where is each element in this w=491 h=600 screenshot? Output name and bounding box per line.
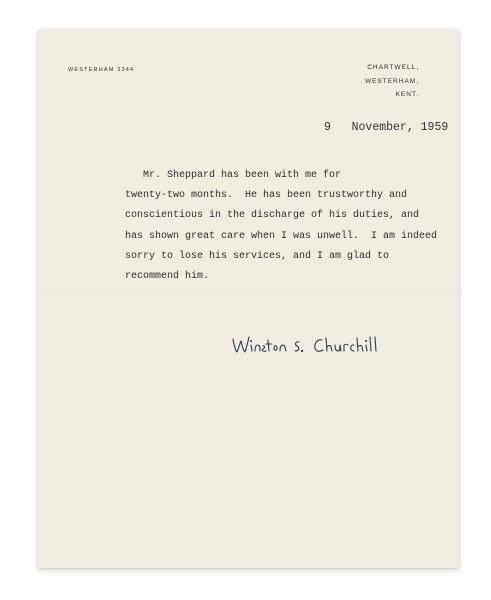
paper-fold-crease bbox=[38, 294, 459, 296]
body-line: recommend him. bbox=[125, 271, 210, 283]
address-line: WESTERHAM, bbox=[364, 77, 419, 85]
letterhead-telephone: WESTERHAM 3344 bbox=[68, 67, 135, 73]
letterhead-address bbox=[365, 61, 419, 102]
body-line: sorry to lose his services, and I am glad to bbox=[125, 250, 390, 262]
body-line: has shown great care when I was unwell. I am indeed bbox=[125, 230, 438, 242]
body-line: conscientious in the discharge of his duties, and bbox=[125, 210, 420, 222]
letter-sheet bbox=[38, 30, 459, 568]
handwritten-signature bbox=[230, 330, 400, 365]
address-line: KENT. bbox=[395, 91, 419, 98]
signature-drawing bbox=[230, 330, 400, 360]
letter-date bbox=[324, 121, 448, 134]
date-month-year: November, 1959 bbox=[351, 121, 449, 134]
letter-body bbox=[125, 166, 445, 287]
body-line: Mr. Sheppard has been with me for bbox=[125, 170, 342, 181]
body-line: twenty-two months. He has been trustworthy and bbox=[125, 190, 408, 202]
date-day: 9 bbox=[324, 121, 331, 134]
address-line: CHARTWELL, bbox=[367, 64, 419, 71]
